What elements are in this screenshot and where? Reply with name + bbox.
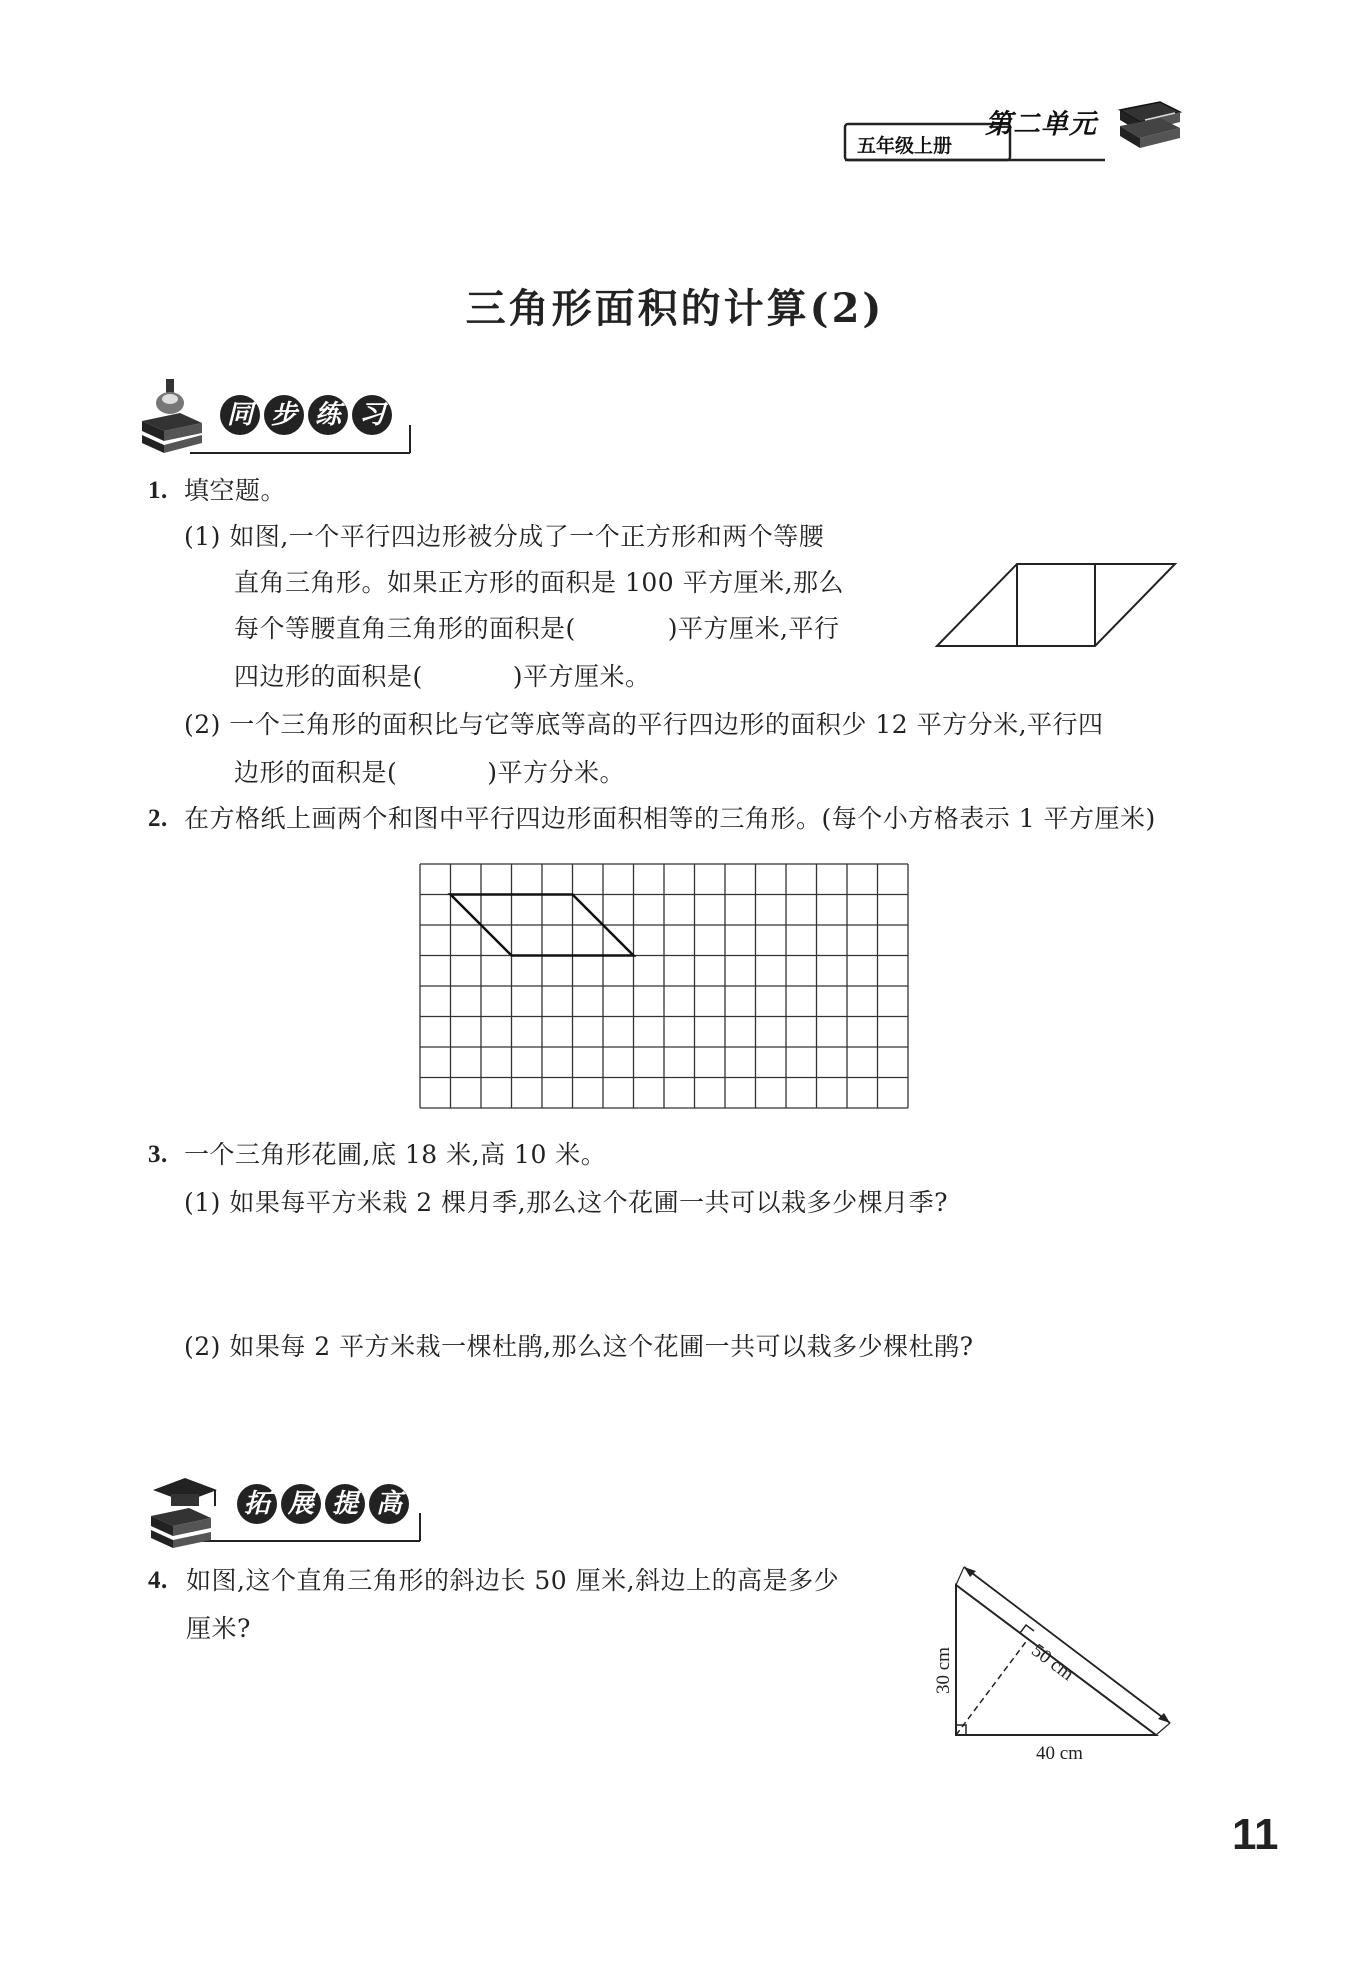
section-char: 拓 [237,1484,277,1524]
q1-p1-line1: (1) 如图,一个平行四边形被分成了一个正方形和两个等腰 [184,522,825,551]
q1-p2-line2-a: 边形的面积是( [234,758,398,787]
section-char: 展 [281,1484,321,1524]
books-graduation-cap-icon [145,1476,225,1556]
q4-number: 4. [148,1567,168,1594]
q1-p2-line2-b: )平方分米。 [487,758,626,787]
q3-number: 3. [148,1141,168,1168]
q1-p1-line3-a: 每个等腰直角三角形的面积是( [234,614,576,643]
page-number: 11 [1232,1810,1279,1859]
q3-p2-answer-area[interactable] [184,1370,1174,1470]
q1-p2-line1: (2) 一个三角形的面积比与它等底等高的平行四边形的面积少 12 平方分米,平行四 [184,710,1104,739]
grid-paper[interactable] [419,863,909,1113]
q3-p1-answer-area[interactable] [184,1225,1174,1325]
section-char: 同 [220,395,260,435]
q2-text: 在方格纸上画两个和图中平行四边形面积相等的三角形。(每个小方格表示 1 平方厘米) [184,804,1156,833]
section-header-extension [145,1468,430,1558]
leg-label: 30 cm [933,1647,954,1694]
q1-p1-line3-b: )平方厘米,平行 [667,614,840,643]
section-char: 练 [308,395,348,435]
q1-text: 填空题。 [184,476,287,505]
section-char: 步 [264,395,304,435]
q3-p1: (1) 如果每平方米栽 2 棵月季,那么这个花圃一共可以栽多少棵月季? [184,1188,949,1217]
q4-line1: 如图,这个直角三角形的斜边长 50 厘米,斜边上的高是多少 [186,1566,840,1595]
q1-p1-line4 [234,664,651,689]
q1-p2-line2 [234,760,625,785]
section-char: 提 [325,1484,365,1524]
q2-number: 2. [148,805,168,832]
q1-p1-line3 [234,616,839,641]
grade-label: 五年级上册 [857,135,953,157]
book-stack-icon [1115,98,1185,160]
q1-parallelogram-figure [935,562,1185,652]
unit-label: 第二单元 [985,109,1097,140]
q1-p1-line2: 直角三角形。如果正方形的面积是 100 平方厘米,那么 [234,568,845,597]
q3-p2: (2) 如果每 2 平方米栽一棵杜鹃,那么这个花圃一共可以栽多少棵杜鹃? [184,1332,974,1361]
section-char: 习 [352,395,392,435]
section-char: 高 [369,1484,409,1524]
section-header-sync-practice [140,375,420,465]
q4-line2: 厘米? [186,1614,251,1643]
q1-p1-line4-b: )平方厘米。 [512,662,651,691]
base-label: 40 cm [1036,1743,1083,1764]
hypotenuse-label: 50 cm [1027,1640,1078,1686]
books-lamp-icon [140,377,210,457]
q3-text: 一个三角形花圃,底 18 米,高 10 米。 [184,1140,607,1169]
q1-p1-line4-a: 四边形的面积是( [234,662,423,691]
page-title: 三角形面积的计算(2) [465,285,885,332]
q1-number: 1. [148,477,168,504]
header-badge [845,98,1175,168]
